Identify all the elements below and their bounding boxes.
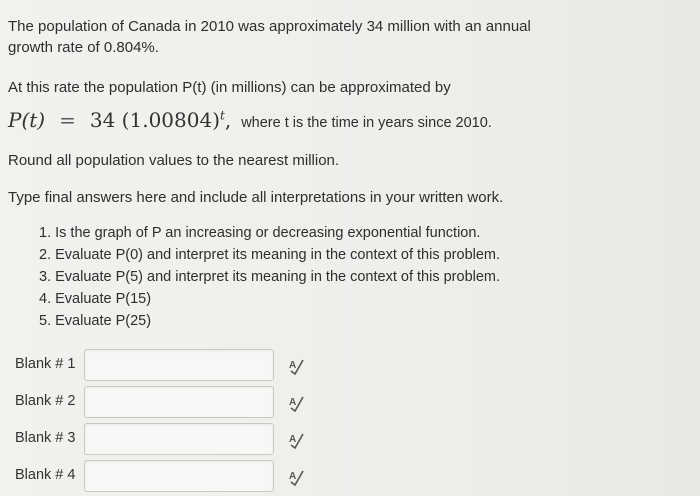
question-item: 2. Evaluate P(0) and interpret its meaning in the context of this problem. — [39, 247, 501, 263]
blank-row-1 — [15, 349, 335, 383]
blank-input-3[interactable] — [84, 423, 274, 455]
question-item: 5. Evaluate P(25) — [39, 313, 152, 329]
blank-label-4: Blank # 4 — [15, 467, 76, 483]
spell-check-icon[interactable] — [287, 357, 305, 375]
question-item: 1. Is the graph of P an increasing or decreasing exponential function. — [39, 225, 481, 241]
formula-exponent: t — [220, 108, 225, 123]
formula-punct: , — [224, 108, 232, 132]
population-formula — [8, 108, 492, 142]
spell-check-icon[interactable] — [287, 394, 305, 412]
rounding-instruction: Round all population values to the nearest million. — [8, 152, 340, 169]
blank-row-4 — [15, 460, 335, 494]
model-description: At this rate the population P(t) (in millions) can be approximated by — [8, 79, 451, 96]
blank-input-4[interactable] — [84, 460, 274, 492]
formula-note: where t is the time in years since 2010. — [241, 115, 492, 131]
svg-text:A: A — [289, 397, 297, 408]
formula-lhs: P(t) — [8, 108, 46, 132]
spell-check-icon[interactable] — [287, 431, 305, 449]
question-item: 4. Evaluate P(15) — [39, 291, 152, 307]
question-list — [39, 222, 500, 332]
answer-instructions: Type final answers here and include all interpretations in your written work. — [8, 189, 504, 206]
blank-row-3 — [15, 423, 335, 457]
blank-input-2[interactable] — [84, 386, 274, 418]
blank-label-2: Blank # 2 — [15, 393, 76, 409]
svg-text:A: A — [289, 360, 297, 371]
spell-check-icon[interactable] — [287, 468, 305, 486]
svg-text:A: A — [289, 471, 297, 482]
blank-label-1: Blank # 1 — [15, 356, 76, 372]
formula-math — [8, 108, 231, 132]
formula-equals: = — [59, 108, 76, 132]
formula-rhs: 34 (1.00804) — [89, 108, 220, 132]
blank-label-3: Blank # 3 — [15, 430, 76, 446]
blank-input-1[interactable] — [84, 349, 274, 381]
problem-statement: The population of Canada in 2010 was approximately 34 million with an annual growth rate of 0.804%. — [8, 18, 531, 56]
blank-row-2 — [15, 386, 335, 420]
svg-text:A: A — [289, 434, 297, 445]
question-item: 3. Evaluate P(5) and interpret its meaning in the context of this problem. — [39, 269, 501, 285]
